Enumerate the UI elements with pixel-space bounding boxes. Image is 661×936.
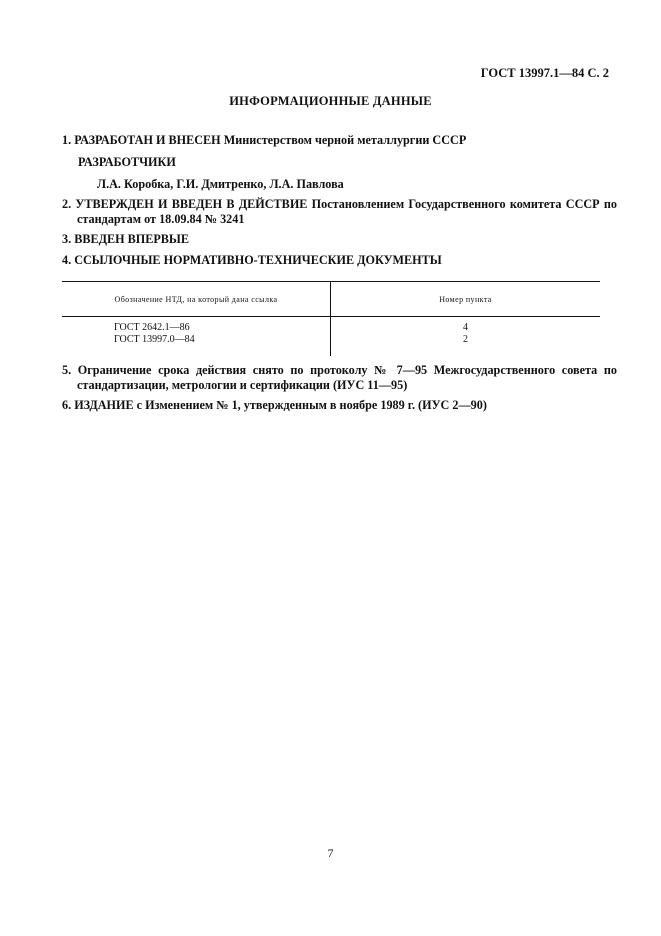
developers-label: РАЗРАБОТЧИКИ [78, 155, 176, 169]
table-cell-designation: ГОСТ 2642.1—86 [114, 322, 190, 333]
table-header-item-number: Номер пункта [331, 282, 601, 317]
developers-names: Л.А. Коробка, Г.И. Дмитренко, Л.А. Павлова [97, 177, 344, 191]
page-title: ИНФОРМАЦИОННЫЕ ДАННЫЕ [229, 94, 432, 108]
table-cell-item-number: 2 [463, 334, 468, 345]
table-header-designation: Обозначение НТД, на который дана ссылка [62, 282, 331, 317]
table-cell-item-number: 4 [463, 322, 468, 333]
item-approved: 2. УТВЕРЖДЕН И ВВЕДЕН В ДЕЙСТВИЕ Постановлением Государственного комитета СССР по стандартам от 18.09.84 № 3241 [62, 197, 617, 226]
table-cell-designation: ГОСТ 13997.0—84 [114, 334, 195, 345]
item-edition: 6. ИЗДАНИЕ с Изменением № 1, утвержденным в ноябре 1989 г. (ИУС 2—90) [62, 398, 487, 412]
item-developed: 1. РАЗРАБОТАН И ВНЕСЕН Министерством черной металлургии СССР [62, 133, 467, 147]
page-header: ГОСТ 13997.1—84 С. 2 [480, 66, 609, 80]
table-cell-designations [62, 317, 331, 357]
page-number: 7 [327, 846, 334, 860]
table-row [62, 317, 600, 357]
reference-table [62, 281, 600, 356]
item-first-introduced: 3. ВВЕДЕН ВПЕРВЫЕ [62, 232, 190, 246]
item-validity-limit: 5. Ограничение срока действия снято по протоколу № 7—95 Межгосударственного совета по стандартизации, метрологии и сертификации (ИУС 11—95) [62, 363, 617, 392]
table-header-row [62, 282, 600, 317]
table-cell-numbers [331, 317, 601, 357]
item-reference-docs: 4. ССЫЛОЧНЫЕ НОРМАТИВНО-ТЕХНИЧЕСКИЕ ДОКУМЕНТЫ [62, 253, 442, 267]
